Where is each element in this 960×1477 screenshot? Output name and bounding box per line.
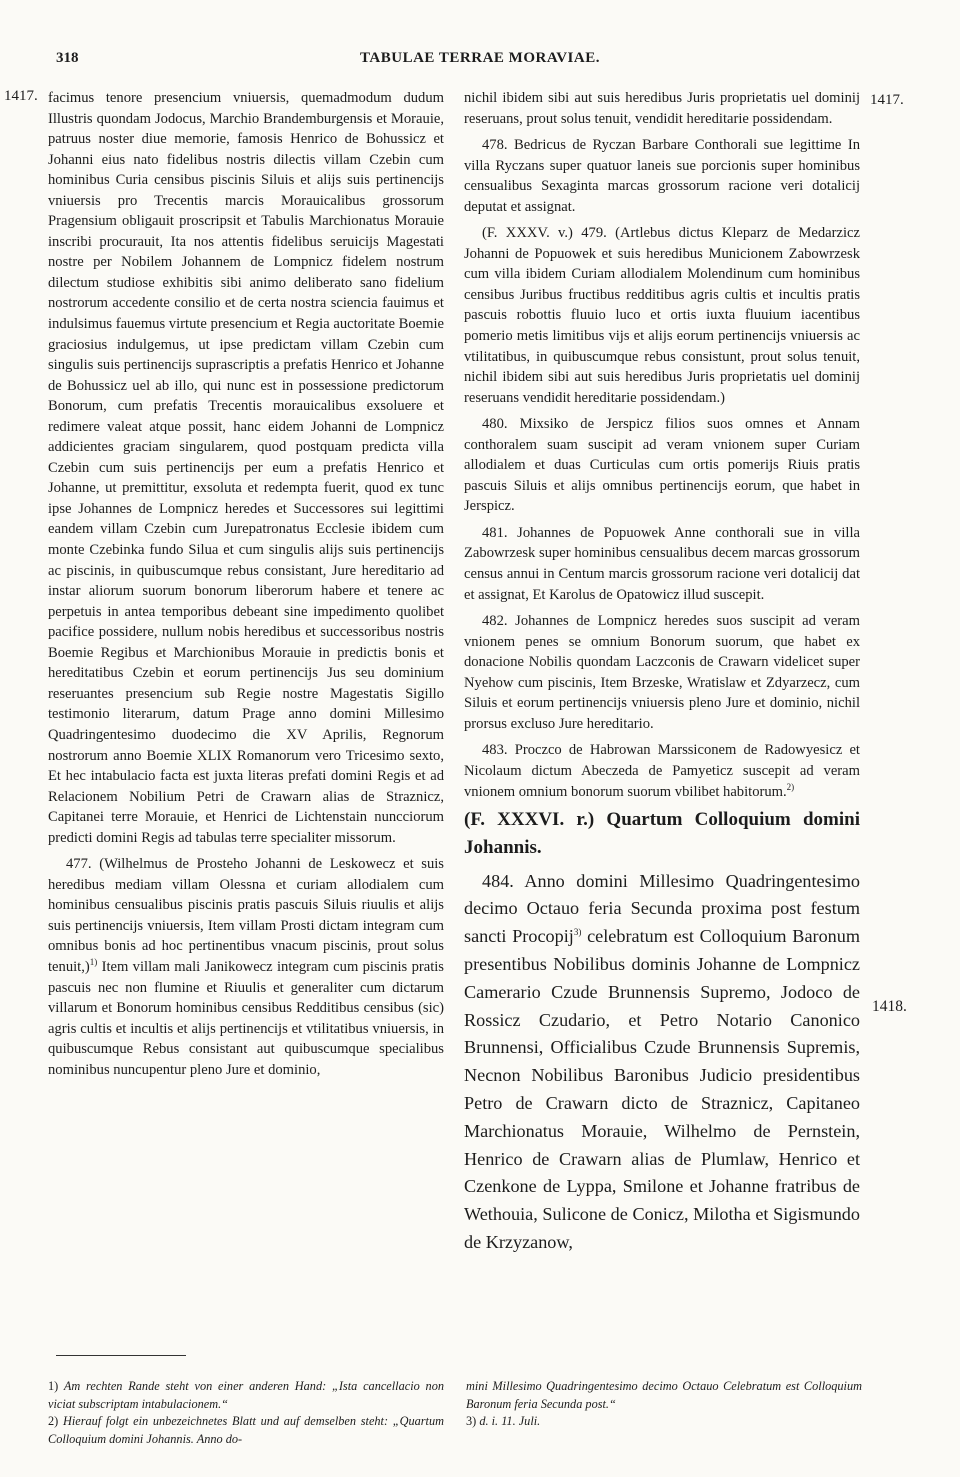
footnote-2-part-1: 2) Hierauf folgt ein unbezeichnetes Blatt und auf demselben steht: „Quartum Colloquium domini Johannis. Anno do- (48, 1414, 444, 1446)
entry-number: 483. (482, 742, 508, 759)
marginal-year-right-mid: 1418. (872, 998, 907, 1015)
entry-number: 480. (482, 416, 508, 433)
entry-number: 482. (482, 613, 508, 630)
entry-text: (Wilhelmus de Prosteho Johanni de Leskowecz et suis heredibus mediam villam Olessna et curiam allodialem cum hominibus censualibus piscinis pratis pascuis Siluis riuulis et alijs suis pertinencijs vniuersis, Item villam Prosti dictam integram cum omnibus bonis ad hoc pertinentibus vnacum piscinis, prout solus tenuit,) (48, 856, 444, 975)
entry-text: Bedricus de Ryczan Barbare Conthorali sue legittime In villa Ryczans super quatuor laneis sue porcionis super hominibus censualibus Sexaginta marcas grossorum racione veri dotalicij deputat et assignat. (464, 137, 860, 215)
footnotes-right (466, 1378, 862, 1431)
section-heading: (F. XXXVI. r.) Quartum Colloquium domini Johannis. (464, 809, 860, 858)
page-number: 318 (56, 50, 79, 66)
footnote-ref: 2) (786, 781, 795, 792)
entry-478 (464, 135, 860, 217)
right-column (464, 88, 860, 1257)
entry-number: 478. (482, 137, 508, 154)
footnotes-left (48, 1378, 444, 1448)
footnote-ref: 3) (573, 927, 582, 938)
entry-text: Proczco de Habrowan Marssiconem de Radowyesicz et Nicolaum dictum Abeczeda de Pamyeticz suscepit ad veram vnionem omnium bonorum suorum vbilibet habitorum. (464, 742, 860, 800)
entry-text: Mixsiko de Jerspicz filios suos omnes et Annam conthoralem suam suscipit ad veram vnionem super Curiam allodialem et duas Curticulas cum ortis pomerijs Riuis pratis pascuis Siluis et alijs omnibus pertinencijs eorum, que habet in Jerspicz. (464, 416, 861, 515)
marginal-year-left: 1417. (4, 88, 38, 104)
footnote-1: 1) Am rechten Rande steht von einer anderen Hand: „Ista cancellacio non viciat subscriptam intabulacionem.“ (48, 1379, 445, 1411)
entry-482 (464, 611, 860, 734)
entry-text: Johannes de Popuowek Anne conthorali sue in villa Zabowrzesk super hominibus censualibus decem marcas grossorum census annui in Centum marcis grossorum racione veri dotalicij dat et assignat, Et Karolus de Opatowicz illud suscepit. (464, 524, 860, 603)
footnote-2-part-2: mini Millesimo Quadringentesimo decimo Octauo Celebratum est Colloquium Baronum feria Secunda post.“ (466, 1379, 862, 1411)
entry-479 (464, 223, 860, 408)
entry-477-continuation: nichil ibidem sibi aut suis heredibus Juris proprietatis uel dominij reseruans, prout solus tenuit, vendidit hereditarie possidendam. (464, 90, 860, 127)
entry-number: 481. (482, 524, 508, 541)
entry-number: 484. (482, 870, 514, 891)
page-header (56, 50, 904, 72)
folio-reference: (F. XXXV. v.) (482, 225, 573, 242)
entry-text: (Artlebus dictus Kleparz de Medarzicz Johanni de Popuowek et suis heredibus Municionem Zabowrzesk cum villa ibidem Curiam allodialem Molendinum cum hominibus censibus Juribus fructibus redditibus agris cultis et incultis pratis pascuis robottis fluuio luco et ortis iuxta fluuium iacentibus pomerio metis limitibus vijs et alijs eorum pertinencijs vniuersis ac vtilitatibus, in quibuscumque rebus consistunt, prout solus tenuit, nichil ibidem sibi aut suis heredibus Juris proprietatis uel dominij reseruans vendidit hereditarie possidendam.) (464, 225, 860, 406)
section-484 (464, 806, 860, 1257)
entry-480 (464, 414, 860, 517)
entry-number: 477. (66, 856, 92, 873)
entry-number: 479. (581, 225, 607, 242)
entry-484 (464, 868, 860, 1257)
running-title: TABULAE TERRAE MORAVIAE. (360, 50, 600, 66)
footnote-divider (56, 1355, 186, 1356)
marginal-year-right-top: 1417. (870, 92, 904, 108)
entry-text: Anno domini Millesimo Quadringentesimo decimo Octauo feria Secunda proxima post festum sancti Procopij (464, 870, 860, 947)
entry-483 (464, 740, 860, 802)
entry-text: Johannes de Lompnicz heredes suos suscipit ad veram vnionem penes se omnium Bonorum suorum, que habet ex donacione Nobilis quondam Laczconis de Crawarn videlicet super Nyehow cum piscinis, Item Brzeske, Wratislaw et Zdyarzecz, cum Siluis et eorum pertinencijs vniuersis pleno Jure et dominio, nichil prorsus excluso Jure hereditario. (464, 613, 860, 732)
entry-476-continuation: facimus tenore presencium vniuersis, quemadmodum dudum Illustris quondam Jodocus, Marchio Brandemburgensis et Morauie, patruus noster diue memorie, famosis Henrico de Bohussicz et Johanni eius nato fidelibus nostris dilectis villam Czebin cum hominibus Curia censibus piscinis Siluis et alijs suis pertinencijs vniuersis pro Trecentis marcis Morauicalibus grossorum Pragensium obligauit proscripsit et Tabulis Marchionatus Morauie inscribi procurauit, Ita nos attentis fidelibus seruicijs Magestati nostre per Nobilem Johannem de Lompnicz fidelem nostrum dilectum studiose exhibitis sibi animo deliberato sano fidelium nostrorum accedente consilio et de certa nostra sciencia fauimus et indulsimus fauemus virtute presencium et Regia auctoritate Boemie graciosius indulgemus, ut ipse predictam villam Czebin cum singulis suis pertinencijs suprascriptis a prefatis Henrico et Johanne de Bohussicz uel ab illo, qui nunc est in possessione predictorum Bonorum, cum prefatis Trecentis morauicalibus exsoluere et redimere valeat atque possit, hanc eidem Johanni de Lompnicz addicientes graciam singularem, quod postquam predicta villa Czebin cum suis pertinencijs per eum a prefatis Henrico et Johanne, ut premittitur, exsoluta et redempta fuerit, quod ex tunc ipse Johannes de Lompnicz heredes et Successores sui legittimi eandem villam Czebin cum Jurepatronatus Ecclesie ibidem cum monte Czebinka fundo Silua et cum singulis alijs suis pertinencijs ac piscinis, in quibuscumque rebus consistant, Jure hereditario ad instar aliorum suorum bonorum liberorum habere et tenere ac perpetuis in antea temporibus debeant sine impedimento quolibet pacifice possidere, nullum nobis heredibus et successoribus nostris Boemie Regibus et Marchionibus Morauie in predictis bonis et hereditatibus Czebin et eorum pertinencijs Jus seu dominium reseruantes presencium sub Regie nostre Magestatis Sigillo testimonio literarum, datum Prage anno domini Millesimo Quadringentesimo duodecimo die XV Aprilis, Regnorum nostrorum anno Boemie XLIX Romanorum vero Tricesimo sexto, Et hec intabulacio facta est juxta literas prefati domini Regis et ad Relacionem Nobilium Petri de Crawarn alias de Straznicz, Capitanei terre Morauie, et Henrici de Lichtenstain nuncciorum predicti domini Regis ad tabulas terre specialiter missorum. (48, 90, 444, 846)
left-column (48, 88, 444, 1080)
footnote-ref: 1) (89, 957, 98, 968)
entry-481 (464, 523, 860, 605)
footnote-3: 3) d. i. 11. Juli. (466, 1414, 541, 1429)
entry-text: Item villam mali Janikowecz integram cum piscinis pratis pascuis nec non flumine et Riuulis et generaliter cum dictarum villarum et Bonorum hominibus censibus Redditibus censibus (sic) agris cultis et incultis et alijs pertinencijs et vtilitatibus vniuersis, in quibuscumque Rebus consistant aut quibuscumque specialibus nominibus nuncupentur pleno Jure et dominio, (48, 958, 444, 1078)
entry-477 (48, 854, 444, 1080)
entry-text: celebratum est Colloquium Baronum presentibus Nobilibus dominis Johanne de Lompnicz Camerario Czude Brunnensis Supremo, Jodoco de Rossicz Czudario, et Petro Notario Canonico Brunnensi, Officialibus Czude Brunnensis Supremis, Necnon Nobilibus Baronibus Judicio presidentibus Petro de Crawarn dicto de Straznicz, Capitaneo Marchionatus Morauie, Wilhelmo de Pernstein, Henrico de Crawarn alias de Plumlaw, Henrico et Czenkone de Lyppa, Smilone et Johanne fratribus de Wethouia, Sulicone de Conicz, Milotha et Sigismundo de Krzyzanow, (464, 926, 860, 1252)
